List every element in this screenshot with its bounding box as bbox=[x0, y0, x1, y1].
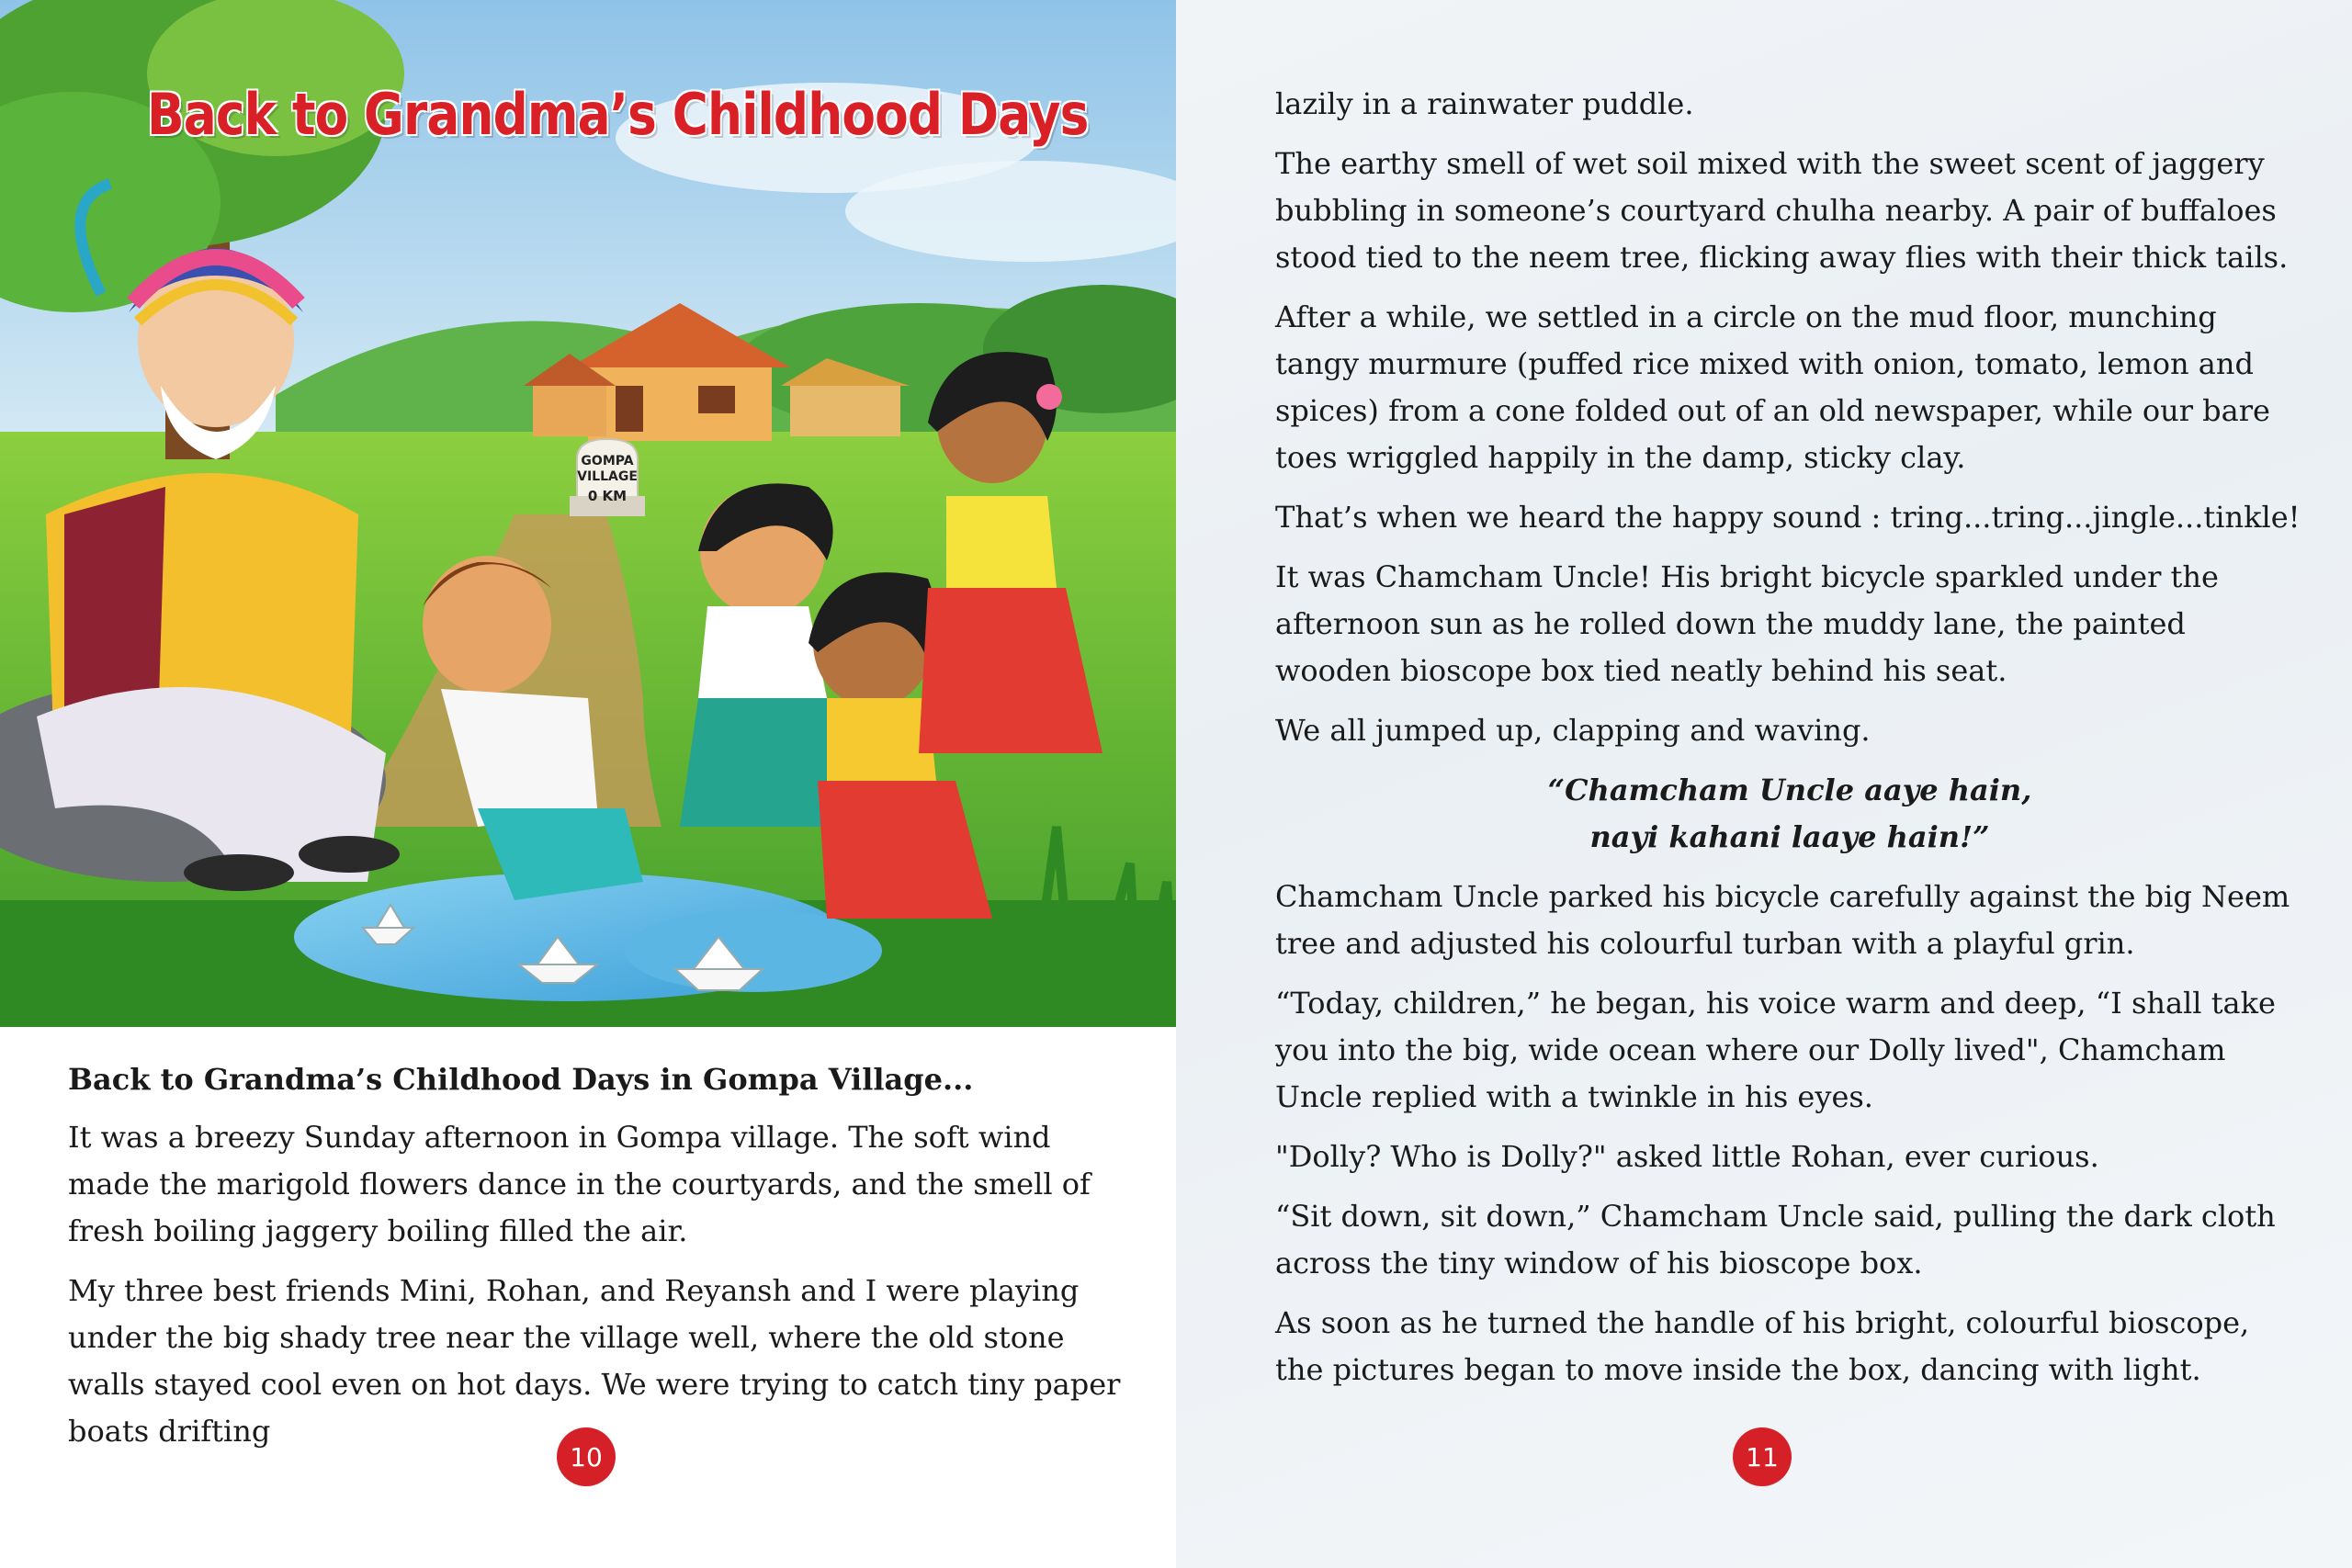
quote-line-1: “Chamcham Uncle aaye hain, bbox=[1547, 773, 2032, 807]
milestone-sign bbox=[575, 454, 639, 504]
paragraph: The earthy smell of wet soil mixed with the sweet scent of jaggery bubbling in someone’s courtyard chulha nearby. A pair of buffaloes stood tied to the neem tree, flicking away flies with their thick tails. bbox=[1275, 146, 2289, 275]
story-illustration bbox=[0, 0, 1176, 1027]
village-scene-image bbox=[0, 0, 1176, 1027]
paragraph: “Today, children,” he began, his voice warm and deep, “I shall take you into the big, wide ocean where our Dolly lived", Chamcham Uncle replied with a twinkle in his eyes. bbox=[1275, 986, 2276, 1114]
paragraph: We all jumped up, clapping and waving. bbox=[1275, 713, 1871, 748]
paragraph: My three best friends Mini, Rohan, and Reyansh and I were playing under the big shady tree near the village well, where the old stone walls stayed cool even on hot days. We were trying to catch tiny paper boats drifting bbox=[68, 1273, 1121, 1449]
right-page bbox=[1176, 0, 2352, 1568]
book-title: Back to Grandma’s Childhood Days bbox=[147, 81, 1089, 148]
paragraph: After a while, we settled in a circle on the mud floor, munching tangy murmure (puffed rice mixed with onion, tomato, lemon and spices) from a cone folded out of an old newspaper, while our bare toes wriggled happily in the damp, sticky clay. bbox=[1275, 299, 2270, 475]
paragraph: lazily in a rainwater puddle. bbox=[1275, 86, 1694, 121]
paragraph: Chamcham Uncle parked his bicycle carefully against the big Neem tree and adjusted his colourful turban with a playful grin. bbox=[1275, 879, 2290, 961]
paragraph: It was a breezy Sunday afternoon in Gompa village. The soft wind made the marigold flowers dance in the courtyards, and the smell of fresh boiling jaggery boiling filled the air. bbox=[68, 1120, 1091, 1248]
page-number-badge: 11 bbox=[1733, 1427, 1792, 1486]
song-quote bbox=[1275, 767, 2304, 861]
milestone-distance: 0 KM bbox=[587, 488, 628, 504]
milestone-line-2: VILLAGE bbox=[577, 469, 638, 484]
paragraph: “Sit down, sit down,” Chamcham Uncle said, pulling the dark cloth across the tiny window of his bioscope box. bbox=[1275, 1199, 2276, 1280]
paragraph: "Dolly? Who is Dolly?" asked little Rohan, ever curious. bbox=[1275, 1139, 2099, 1174]
left-page-text bbox=[68, 1056, 1125, 1468]
page-number-badge: 10 bbox=[557, 1427, 616, 1486]
right-page-text bbox=[1275, 81, 2304, 1406]
chapter-heading: Back to Grandma’s Childhood Days in Gompa Village... bbox=[68, 1062, 974, 1097]
paragraph: It was Chamcham Uncle! His bright bicycle sparkled under the afternoon sun as he rolled down the muddy lane, the painted wooden bioscope box tied neatly behind his seat. bbox=[1275, 559, 2219, 688]
paragraph: As soon as he turned the handle of his bright, colourful bioscope, the pictures began to move inside the box, dancing with light. bbox=[1275, 1305, 2250, 1387]
milestone-line-1: GOMPA bbox=[581, 454, 634, 468]
quote-line-2: nayi kahani laaye hain!” bbox=[1589, 819, 1990, 854]
paragraph: That’s when we heard the happy sound : tring...tring...jingle...tinkle! bbox=[1275, 500, 2301, 535]
